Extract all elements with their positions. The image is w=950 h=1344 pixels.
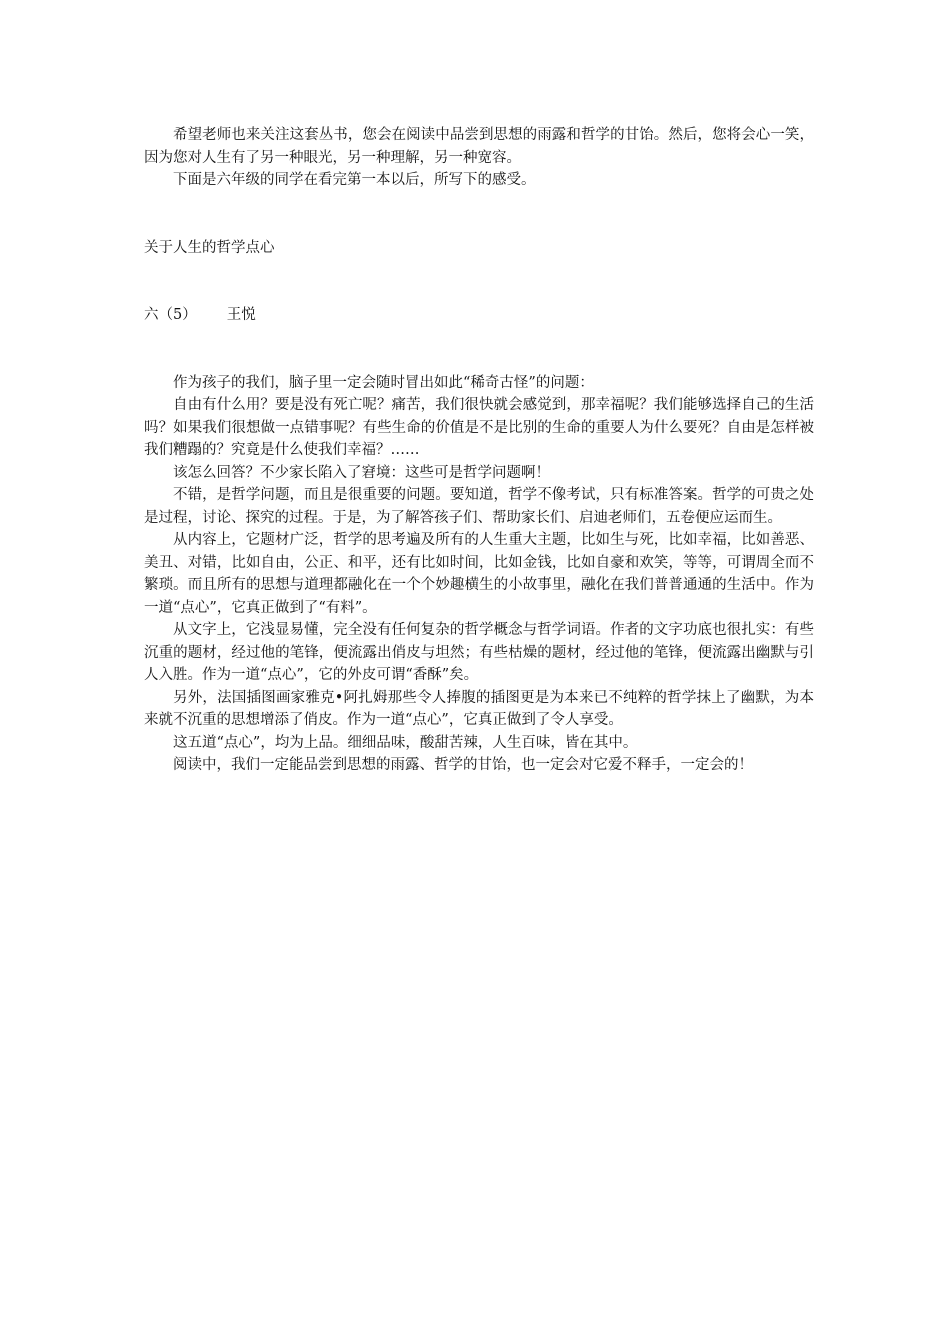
intro-paragraph-1: 希望老师也来关注这套丛书，您会在阅读中品尝到思想的雨露和哲学的甘饴。然后，您将会心一笑，因为您对人生有了另一种眼光，另一种理解，另一种宽容。	[144, 127, 814, 166]
spacer	[144, 259, 814, 282]
article-title: 关于人生的哲学点心	[144, 239, 275, 256]
article-byline	[144, 304, 814, 327]
spacer	[144, 349, 814, 372]
article-paragraph: 这五道“点心”，均为上品。细细品味，酸甜苦辣，人生百味，皆在其中。	[173, 734, 638, 751]
article-paragraph: 阅读中，我们一定能品尝到思想的雨露、哲学的甘饴，也一定会对它爱不释手，一定会的！	[173, 757, 753, 773]
class-label: 六（5）	[144, 307, 197, 323]
article-paragraph: 作为孩子的我们，脑子里一定会随时冒出如此“稀奇古怪”的问题：	[173, 374, 594, 391]
article-paragraph: 从内容上，它题材广泛，哲学的思考遍及所有的人生重大主题，比如生与死，比如幸福，比如善恶、美丑、对错，比如自由，公正、和平，还有比如时间，比如金钱，比如自豪和欢笑，等等，可谓周全而不繁琐。而且所有的思想与道理都融化在一个个妙趣横生的小故事里，融化在我们普普通通的生活中。作为一道“点心”，它真正做到了“有料”。	[144, 532, 814, 616]
intro-paragraph-2: 下面是六年级的同学在看完第一本以后，所写下的感受。	[173, 172, 536, 188]
article-paragraph: 从文字上，它浅显易懂，完全没有任何复杂的哲学概念与哲学词语。作者的文字功底也很扎实：有些沉重的题材，经过他的笔锋，便流露出俏皮与坦然；有些枯燥的题材，经过他的笔锋，便流露出幽默与引人入胜。作为一道“点心”，它的外皮可谓“香酥”矣。	[144, 622, 814, 683]
article-paragraph: 该怎么回答？不少家长陷入了窘境：这些可是哲学问题啊！	[173, 464, 550, 481]
spacer	[144, 214, 814, 237]
author-name: 王悦	[226, 307, 256, 323]
spacer	[144, 192, 814, 215]
article-paragraph: 自由有什么用？要是没有死亡呢？痛苦，我们很快就会感觉到，那幸福呢？我们能够选择自己的生活吗？如果我们很想做一点错事呢？有些生命的价值是不是比别的生命的重要人为什么要死？自由是怎样被我们糟蹋的？究竟是什么使我们幸福？……	[144, 397, 814, 458]
spacer	[144, 327, 814, 350]
article-paragraph: 不错，是哲学问题，而且是很重要的问题。要知道，哲学不像考试，只有标准答案。哲学的可贵之处是过程，讨论、探究的过程。于是，为了解答孩子们、帮助家长们、启迪老师们，五卷便应运而生。	[144, 487, 814, 526]
article-paragraph: 另外，法国插图画家雅克•阿扎姆那些令人捧腹的插图更是为本来已不纯粹的哲学抹上了幽默，为本来就不沉重的思想增添了俏皮。作为一道“点心”，它真正做到了令人享受。	[144, 689, 814, 728]
spacer	[144, 282, 814, 305]
document-body	[144, 124, 814, 777]
